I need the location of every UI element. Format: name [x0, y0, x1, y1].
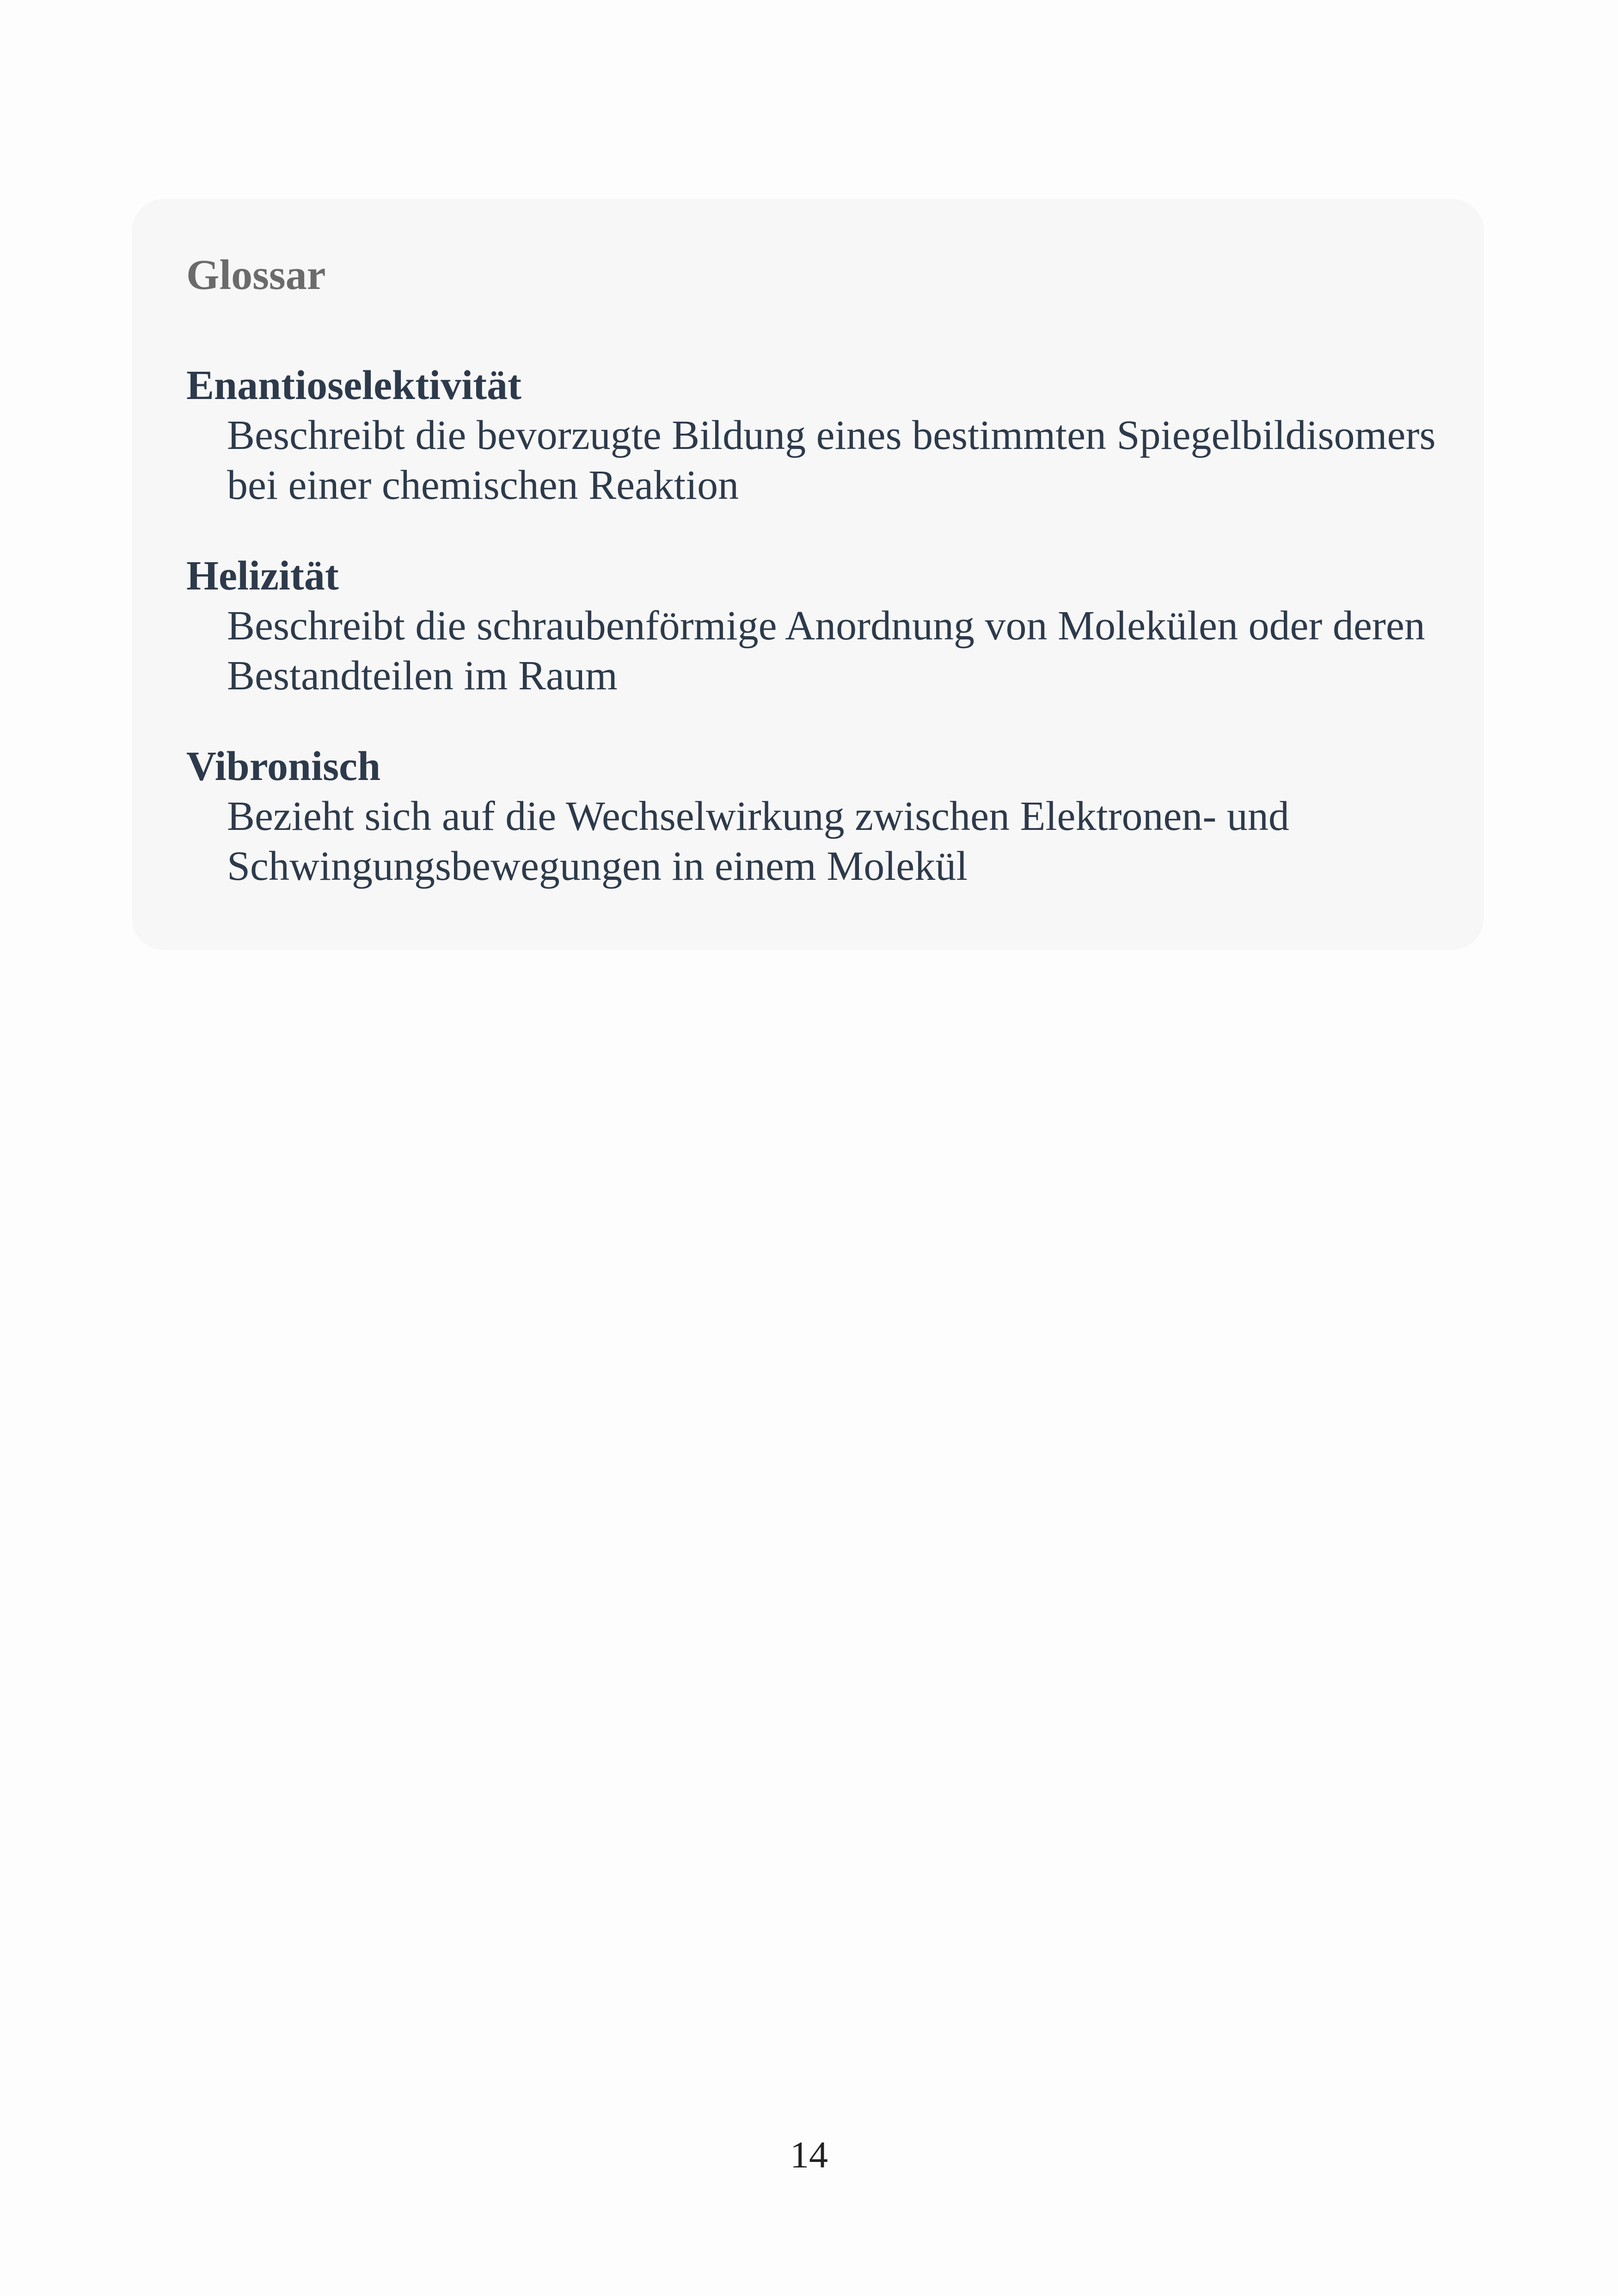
page-number: 14 [790, 2134, 828, 2176]
glossary-definition: Beschreibt die bevorzugte Bildung eines bestimmten Spiegelbildisomers bei einer chemischen Reaktion [227, 412, 1436, 508]
glossary-term: Vibronisch [186, 743, 381, 789]
glossary-box [132, 199, 1484, 950]
glossary-term: Helizität [186, 553, 339, 599]
glossary-definition: Beschreibt die schraubenförmige Anordnung von Molekülen oder deren Bestandteilen im Raum [227, 603, 1425, 699]
glossary-title: Glossar [186, 251, 326, 298]
glossary-definition: Bezieht sich auf die Wechselwirkung zwischen Elektronen- und Schwingungsbewegungen in einem Molekül [227, 793, 1289, 889]
glossary-entry [186, 551, 1429, 701]
glossary-entry [186, 742, 1429, 891]
glossary-term: Enantioselektivität [186, 362, 522, 408]
glossary-entry [186, 361, 1436, 510]
